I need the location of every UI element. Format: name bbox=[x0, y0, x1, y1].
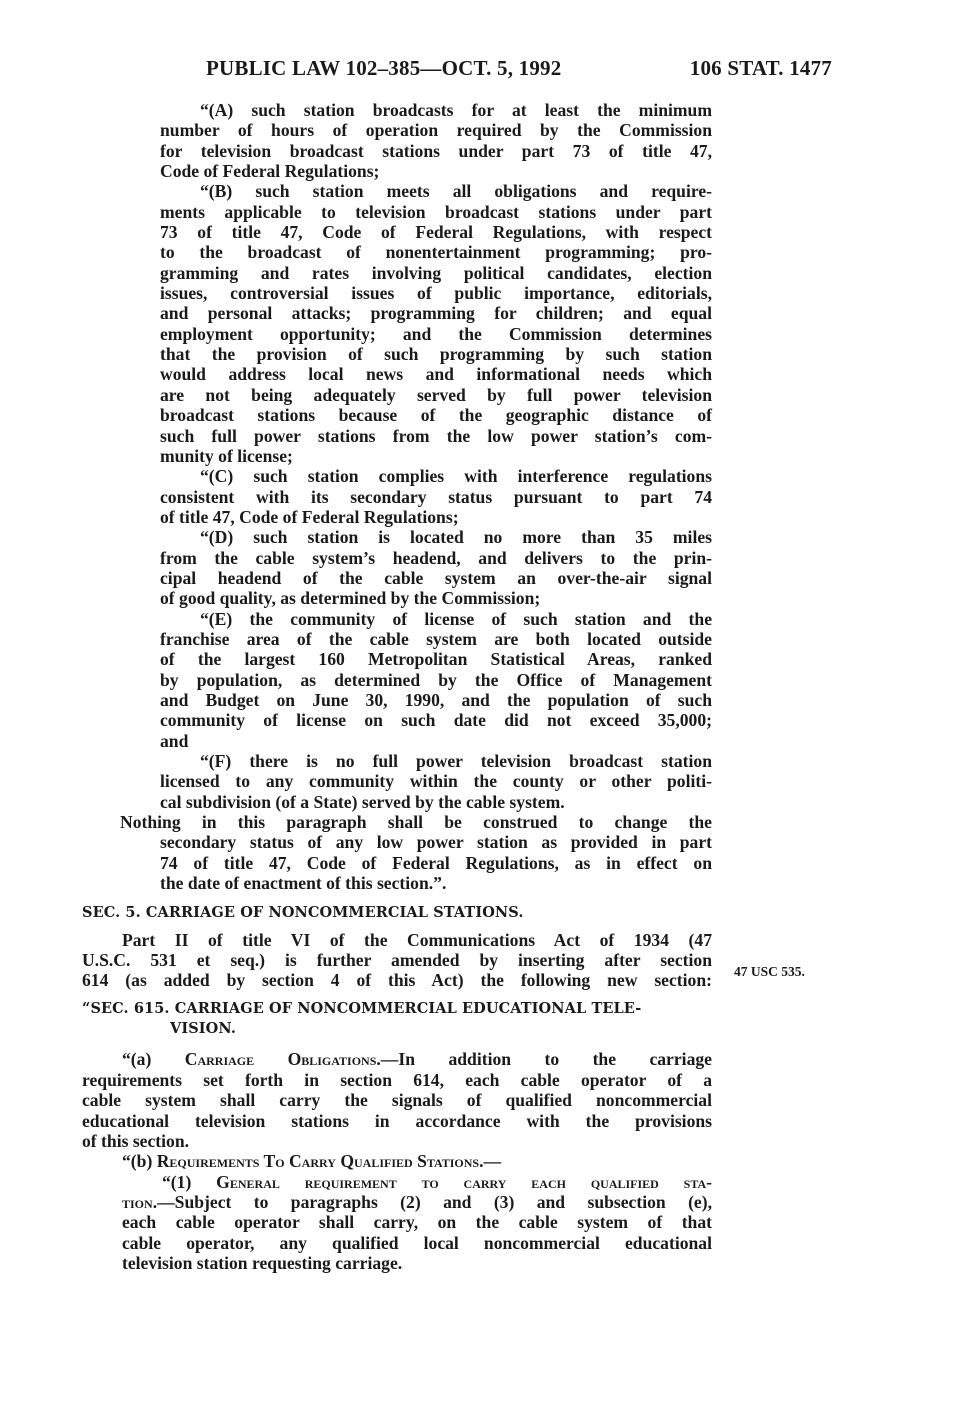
text-line: “(F) there is no full power television broadcast station bbox=[200, 751, 712, 771]
paragraph-1-caption: tion bbox=[122, 1191, 153, 1212]
subsection-b-caption: Requirements To Carry Qualified Stations bbox=[156, 1151, 480, 1172]
closing-paragraph bbox=[120, 812, 712, 893]
text-line: community of license on such date did not exceed 35,000; bbox=[160, 710, 712, 731]
text-line: would address local news and informational needs which bbox=[160, 364, 712, 385]
section-615-heading bbox=[82, 999, 712, 1040]
paragraph-1-text: .—Subject to paragraphs (2) and (3) and subsection (e), bbox=[152, 1191, 712, 1212]
text-line: are not being adequately served by full power television bbox=[160, 384, 712, 405]
text-line: such full power stations from the low power station’s com- bbox=[160, 425, 712, 446]
paragraph-f bbox=[120, 751, 712, 812]
paragraph-e bbox=[120, 609, 712, 751]
text-line: licensed to any community within the county or other politi- bbox=[160, 771, 712, 792]
text-line: cable system shall carry the signals of qualified noncommercial bbox=[82, 1090, 712, 1111]
text-line: Nothing in this paragraph shall be construed to change the bbox=[120, 812, 712, 833]
text-line: each cable operator shall carry, on the cable system of that bbox=[122, 1212, 712, 1233]
document-body bbox=[82, 100, 712, 1273]
text-line: “(B) such station meets all obligations and require- bbox=[200, 181, 712, 202]
text-line: from the cable system’s headend, and delivers to the prin- bbox=[160, 547, 712, 568]
text-line: by population, as determined by the Office of Management bbox=[160, 669, 712, 690]
text-line: Code of Federal Regulations; bbox=[160, 161, 380, 182]
text-line: “(E) the community of license of such station and the bbox=[200, 608, 712, 629]
text-line: and Budget on June 30, 1990, and the population of such bbox=[160, 689, 712, 710]
text-line: number of hours of operation required by the Commission bbox=[160, 120, 712, 141]
text-line: the date of enactment of this section.”. bbox=[160, 873, 447, 894]
text-line bbox=[82, 1192, 712, 1212]
text-line: 73 of title 47, Code of Federal Regulations, with respect bbox=[160, 222, 712, 243]
paragraph-b bbox=[120, 181, 712, 466]
text-line: issues, controversial issues of public importance, editorials, bbox=[160, 283, 712, 304]
text-line: “(A) such station broadcasts for at least the minimum bbox=[200, 100, 712, 120]
text-line: of good quality, as determined by the Commission; bbox=[160, 588, 541, 609]
text-line: consistent with its secondary status pursuant to part 74 bbox=[160, 486, 712, 507]
text-line: television station requesting carriage. bbox=[122, 1252, 403, 1273]
text-line: 74 of title 47, Code of Federal Regulations, as in effect on bbox=[160, 852, 712, 873]
margin-note-usc: 47 USC 535. bbox=[734, 964, 805, 979]
header-stat-page: 106 STAT. 1477 bbox=[689, 56, 832, 80]
text-line: requirements set forth in section 614, each cable operator of a bbox=[82, 1069, 712, 1090]
paragraph-d bbox=[120, 527, 712, 608]
text-line: franchise area of the cable system are both located outside bbox=[160, 628, 712, 649]
text-line: educational television stations in accordance with the provisions bbox=[82, 1110, 712, 1131]
text-line: and bbox=[160, 730, 189, 751]
text-line: U.S.C. 531 et seq.) is further amended by inserting after section bbox=[82, 950, 712, 971]
text-line: cable operator, any qualified local noncommercial educational bbox=[122, 1232, 712, 1253]
text-line: Part II of title VI of the Communications Act of 1934 (47 bbox=[122, 929, 712, 950]
subsection-a bbox=[82, 1049, 712, 1151]
text-line: cal subdivision (of a State) served by the cable system. bbox=[160, 791, 565, 812]
text-line bbox=[82, 1049, 712, 1069]
text-line: secondary status of any low power station as provided in part bbox=[160, 832, 712, 853]
text-line: that the provision of such programming by such station bbox=[160, 344, 712, 365]
text-line: of the largest 160 Metropolitan Statistical Areas, ranked bbox=[160, 649, 712, 670]
section-615-heading-line: “SEC. 615. CARRIAGE OF NONCOMMERCIAL EDUCATIONAL TELE- bbox=[82, 999, 642, 1017]
paragraph-1-label: “(1) bbox=[162, 1171, 217, 1192]
text-line: of this section. bbox=[82, 1130, 190, 1151]
paragraph-c bbox=[120, 466, 712, 527]
text-line: broadcast stations because of the geographic distance of bbox=[160, 405, 712, 426]
text-line: of title 47, Code of Federal Regulations; bbox=[160, 506, 459, 527]
section-5-heading: SEC. 5. CARRIAGE OF NONCOMMERCIAL STATIONS. bbox=[82, 904, 524, 922]
text-line: “(C) such station complies with interference regulations bbox=[200, 466, 712, 487]
text-line: “(D) such station is located no more than 35 miles bbox=[200, 527, 712, 548]
paragraph-1-caption: General requirement to carry each qualified sta- bbox=[216, 1171, 712, 1192]
text-line: 614 (as added by section 4 of this Act) the following new section: bbox=[82, 970, 712, 991]
paragraph-1 bbox=[82, 1172, 712, 1274]
text-line: munity of license; bbox=[160, 445, 293, 466]
text-line: cipal headend of the cable system an over-the-air signal bbox=[160, 567, 712, 588]
subsection-b-label: “(b) bbox=[122, 1151, 157, 1172]
text-line: and personal attacks; programming for children; and equal bbox=[160, 303, 712, 324]
subsection-a-label: “(a) bbox=[122, 1049, 185, 1070]
text-line: employment opportunity; and the Commission determines bbox=[160, 323, 712, 344]
paragraph-a bbox=[120, 100, 712, 181]
text-line: to the broadcast of nonentertainment programming; pro- bbox=[160, 242, 712, 263]
text-line: ments applicable to television broadcast stations under part bbox=[160, 201, 712, 222]
text-line: gramming and rates involving political candidates, election bbox=[160, 262, 712, 283]
subsection-b bbox=[82, 1151, 712, 1171]
text-line: for television broadcast stations under part 73 of title 47, bbox=[160, 140, 712, 161]
section-5-text bbox=[82, 930, 712, 991]
text-line bbox=[82, 1151, 712, 1171]
subsection-a-text: .—In addition to the carriage bbox=[376, 1049, 712, 1070]
subsection-b-tail: .— bbox=[479, 1151, 502, 1172]
header-law-citation: PUBLIC LAW 102–385—OCT. 5, 1992 bbox=[206, 56, 562, 80]
subsection-a-caption: Carriage Obligations bbox=[184, 1049, 377, 1070]
section-615-heading-line: VISION. bbox=[170, 1020, 236, 1038]
text-line bbox=[82, 1172, 712, 1192]
